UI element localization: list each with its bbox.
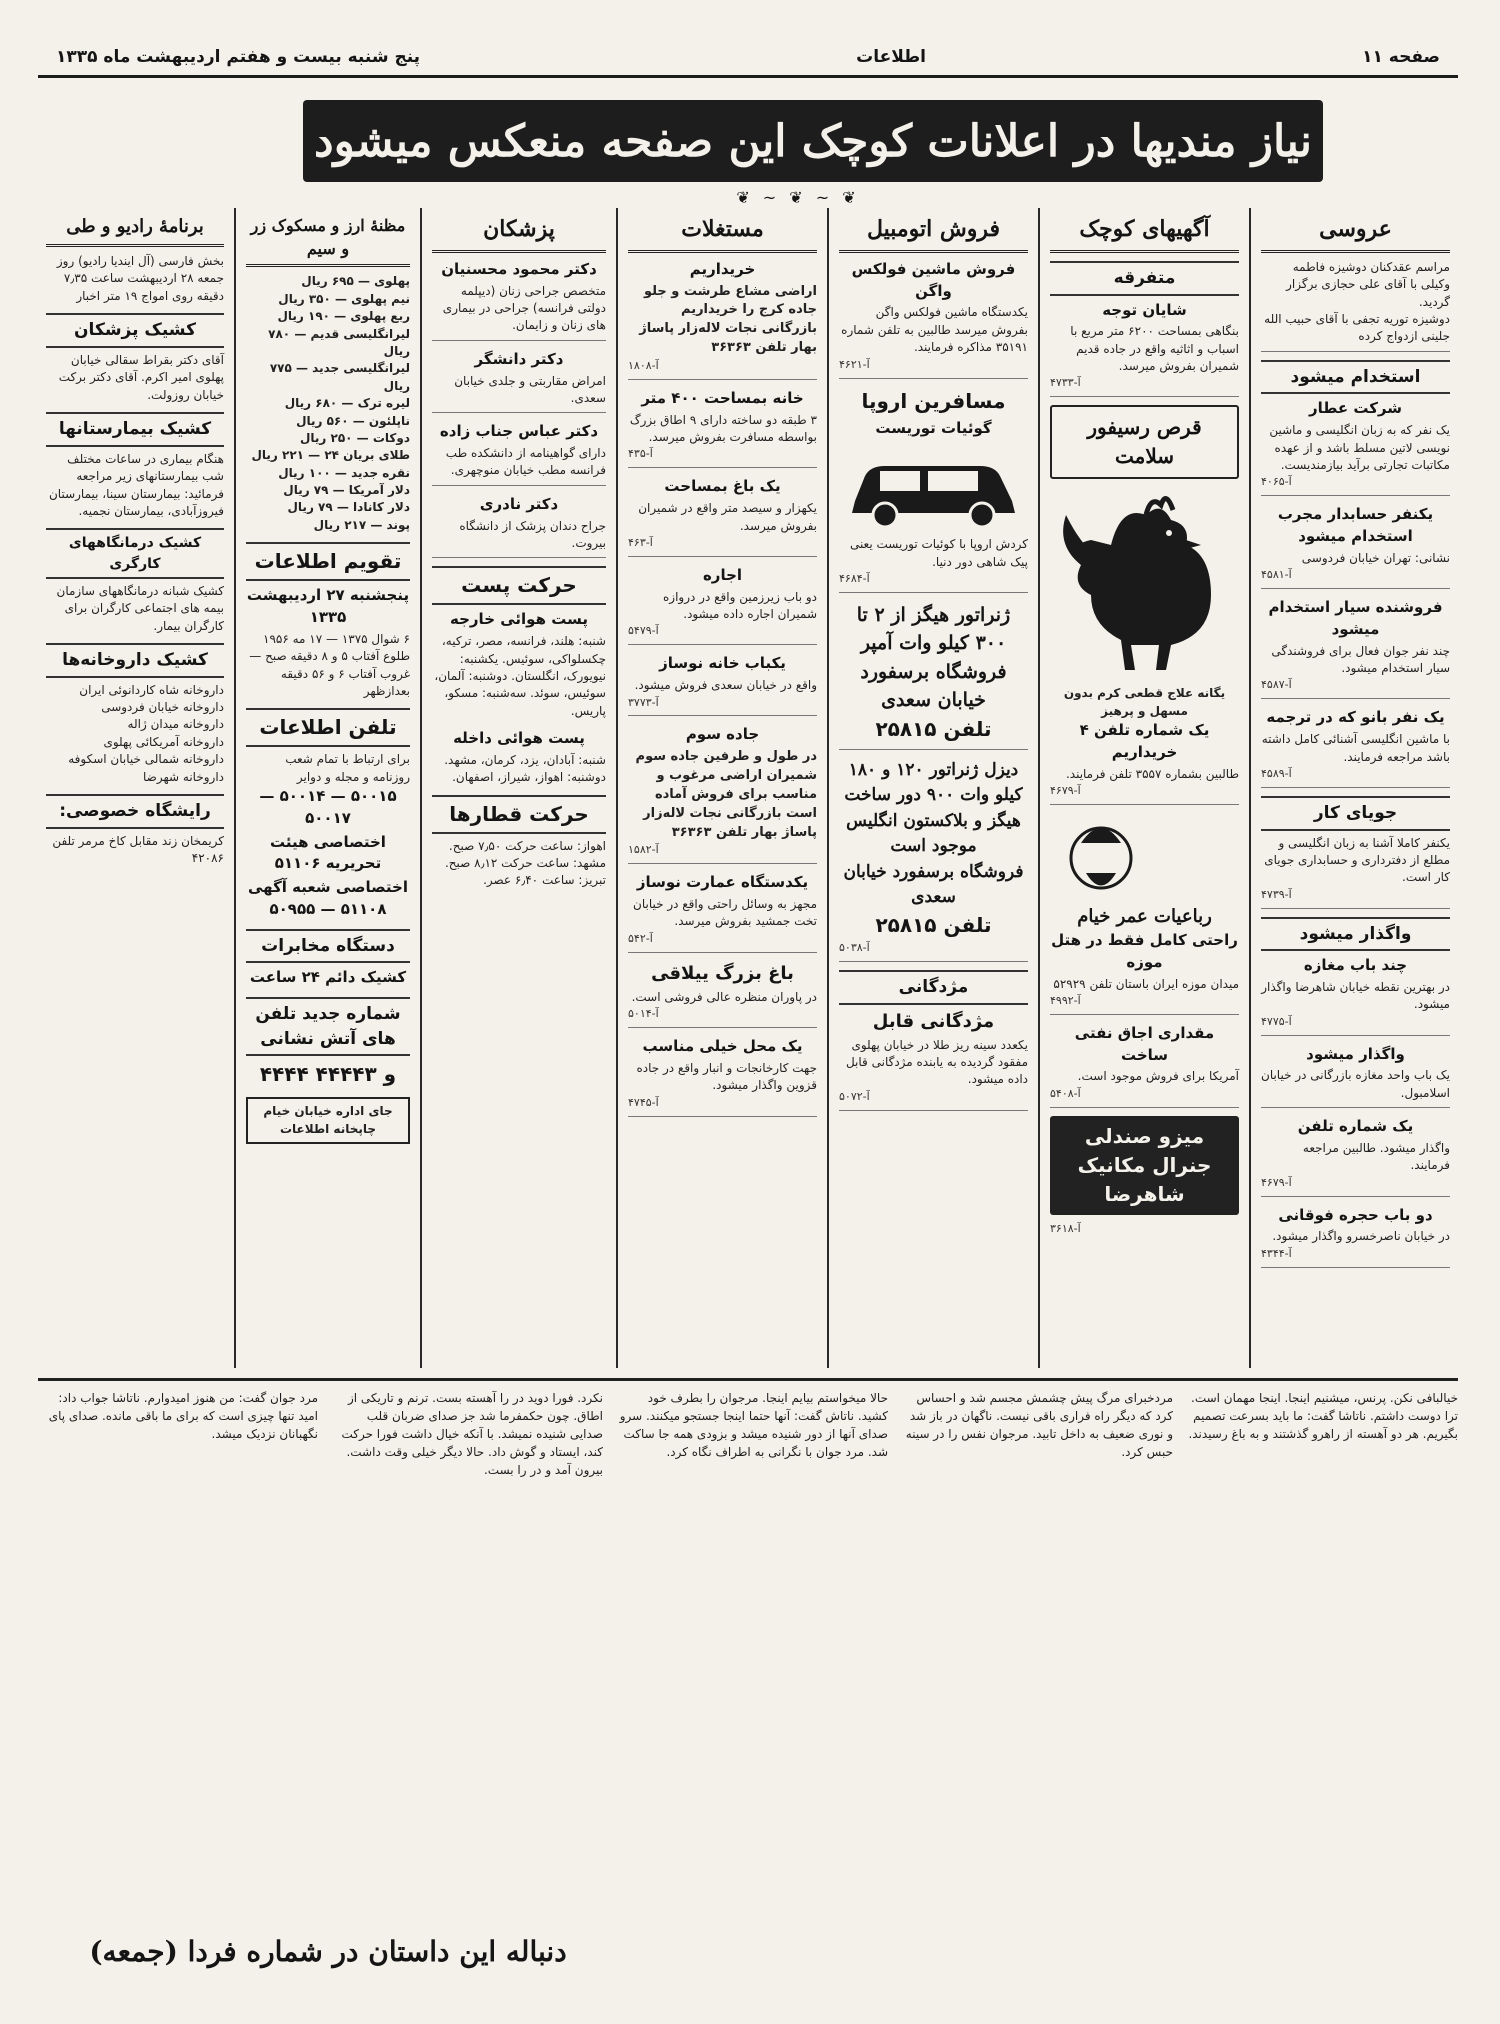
classifieds-banner: نیاز مندیها در اعلانات کوچک این صفحه منعکس میشود bbox=[303, 100, 1323, 182]
column-rule bbox=[420, 208, 422, 1368]
classified-ad: یک باغ بمساحت یکهزار و سیصد متر واقع در شمیران بفروش میرسد. آ-۴۶۳ bbox=[628, 476, 817, 556]
currency-rate-row: دلار کانادا — ۷۹ ریال bbox=[287, 500, 410, 515]
section-title-telecom: دستگاه مخابرات bbox=[246, 929, 410, 964]
column-weddings-jobs bbox=[1253, 208, 1458, 1368]
post-domestic-title: پست هوائی داخله bbox=[453, 729, 585, 748]
classified-ad: جاده سوم در طول و طرفین جاده سوم شمیران اراضی مرغوب و مناسب برای فروش آماده است بازرگانی نجات لاله‌زار پاساژ بهار تلفن ۳۶۳۶۳ آ-۱۵۸۲ bbox=[628, 724, 817, 864]
column-currency bbox=[238, 208, 418, 1368]
classified-ad: یکنفر حسابدار مجرب استخدام میشود نشانی: تهران خیابان فردوسی آ-۴۵۸۱ bbox=[1261, 504, 1450, 589]
wedding-notice: دوشیزه توریه تجفی با آقای حبیب الله جلینی ازدواج کرده bbox=[1264, 312, 1450, 344]
currency-rate-row: نقره جدید — ۱۰۰ ریال bbox=[278, 465, 410, 480]
generator-ad: ژنراتور هیگز از ۲ تا ۳۰۰ کیلو وات آمپر فروشگاه برسفورد خیابان سعدی تلفن ۲۵۸۱۵ bbox=[839, 601, 1028, 750]
classified-ad: یکباب خانه نوساز واقع در خیابان سعدی فروش میشود. آ-۳۷۷۳ bbox=[628, 653, 817, 716]
pharmacy-row: داروخانه شاه کاردانوئی ایران bbox=[79, 682, 224, 697]
khayyam-ad-title: رباعیات عمر خیام bbox=[1077, 906, 1212, 927]
column-small-ads bbox=[1042, 208, 1247, 1368]
doctor-listing: دکتر محمود محسنیان متخصص جراحی زنان (دیپلمه دولتی فرانسه) جراحی در بیماری های زنان و زایمان. bbox=[432, 259, 606, 341]
currency-rate-row: طلای بریان ۲۴ — ۲۲۱ ریال bbox=[251, 448, 410, 463]
section-title-pharmacies: کشیک داروخانه‌ها bbox=[46, 643, 224, 678]
story-column: نکرد. فورا دوید در را آهسته بست. ترنم و تاریکی از اطاق. چون حکمفرما شد جز صدای ضربان قلب صدایی شنیده نمیشد. با آنکه خیال داشت فورا حرکت کند، ایستاد و گوش داد. حالا دیگر خیلی وقت داشت. بیرون آمد و در را بست. bbox=[341, 1391, 603, 1477]
column-physicians bbox=[424, 208, 614, 1368]
column-services bbox=[38, 208, 232, 1368]
car-icon bbox=[840, 441, 1028, 536]
section-title-hiring: استخدام میشود bbox=[1261, 360, 1450, 395]
column-rule bbox=[1038, 208, 1040, 1368]
train-schedule: اهواز: ساعت حرکت ۷٫۵۰ صبح. مشهد: ساعت حرکت ۸٫۱۲ صبح. تبریز: ساعت ۶٫۴۰ عصر. bbox=[444, 838, 606, 888]
currency-rate-row: ناپلئون — ۵۶۰ ریال bbox=[296, 413, 410, 428]
currency-rate-row: دلار آمریکا — ۷۹ ریال bbox=[283, 483, 410, 498]
classified-ad: یک نفر بانو که در ترجمه با ماشین انگلیسی آشنائی کامل داشته باشد مراجعه فرمایند. آ-۴۵۸۹ bbox=[1261, 707, 1450, 787]
classified-ad: باغ بزرگ ییلاقی در پاوران منظره عالی فروشی است. آ-۵۰۱۴ bbox=[628, 961, 817, 1028]
khayyam-portrait-icon bbox=[1051, 813, 1239, 903]
classifieds-columns bbox=[38, 208, 1458, 1368]
classified-ad: شایان توجه بنگاهی بمساحت ۶۲۰۰ متر مربع با اسباب و اثاثیه واقع در جاده قدیم شمیران بفروش میرسد. آ-۴۷۳۳ bbox=[1050, 300, 1239, 398]
section-title-physicians: پزشکان bbox=[432, 214, 606, 253]
currency-rate-row: نیم پهلوی — ۳۵۰ ریال bbox=[278, 291, 410, 306]
doctor-listing: دکتر دانشگر امراض مقاربتی و جلدی خیابان سعدی. bbox=[432, 349, 606, 414]
issue-date: پنج شنبه بیست و هفتم اردیبهشت ماه ۱۳۳۵ bbox=[56, 46, 421, 67]
section-title-job-seekers: جویای کار bbox=[1261, 796, 1450, 831]
section-title-currency: مظنهٔ ارز و مسکوک زر و سیم bbox=[246, 214, 410, 267]
pharmacy-row: داروخانه میدان ژاله bbox=[127, 717, 224, 732]
page-header bbox=[38, 38, 1458, 78]
classified-ad: مقداری اجاق نفتی ساخت آمریکا برای فروش موجود است. آ-۵۴۰۸ bbox=[1050, 1023, 1239, 1108]
section-title-phones: تلفن اطلاعات bbox=[246, 708, 410, 747]
classified-ad: مسافرین اروپا گوئیات توریست کردش اروپا با کوئیات توریست یعنی پیک شاهی دور دنیا. آ-۴۶۸۴ bbox=[839, 387, 1028, 593]
classified-ad: فروش ماشین فولکس واگن یکدستگاه ماشین فولکس واگن بفروش میرسد طالبین به تلفن شماره ۳۵۱۹۱ مذاکره فرمایند. آ-۴۶۲۱ bbox=[839, 259, 1028, 379]
rooster-icon bbox=[1051, 485, 1239, 685]
classified-ad: دو باب حجره فوقانی در خیابان ناصرخسرو واگذار میشود. آ-۴۳۴۴ bbox=[1261, 1205, 1450, 1268]
section-title-reward: مژدگانی bbox=[839, 970, 1028, 1005]
telecom-note: کشیک دائم ۲۴ ساعت bbox=[249, 968, 407, 987]
section-title-car-sales: فروش اتومبیل bbox=[839, 214, 1028, 253]
currency-rate-row: پوند — ۲۱۷ ریال bbox=[313, 517, 410, 532]
currency-rate-row: دوکات — ۲۵۰ ریال bbox=[299, 430, 410, 445]
classified-ad: اجاره دو باب زیرزمین واقع در دروازه شمیران اجاره داده میشود. آ-۵۴۷۹ bbox=[628, 565, 817, 645]
column-rule bbox=[616, 208, 618, 1368]
classified-ad: مژدگانی قابل یکعدد سینه ریز طلا در خیابان پهلوی مفقود گردیده به یابنده مژدگانی قابل داده میشود. آ-۵۰۷۲ bbox=[839, 1009, 1028, 1111]
currency-rate-row: پهلوی — ۶۹۵ ریال bbox=[301, 274, 410, 289]
pharmacy-row: داروخانه خیابان فردوسی bbox=[101, 700, 224, 715]
classified-ad: واگذار میشود یک باب واحد مغازه بازرگانی در خیابان اسلامبول. bbox=[1261, 1044, 1450, 1109]
column-car-sales bbox=[831, 208, 1036, 1368]
pharmacy-row: داروخانه شمالی خیابان اسکوفه bbox=[68, 752, 224, 767]
classified-ad: یکدستگاه عمارت نوساز مجهز به وسائل راحتی واقع در خیابان تخت جمشید بفروش میرسد. آ-۵۴۲ bbox=[628, 872, 817, 952]
story-continuation-note: دنباله این داستان در شماره فردا (جمعه) bbox=[89, 1935, 567, 1968]
phone-ads: اختصاصی شعبه آگهی ۵۱۱۰۸ — ۵۰۹۵۵ bbox=[248, 878, 408, 918]
section-title-weddings: عروسی bbox=[1261, 214, 1450, 253]
section-title-trains: حرکت قطارها bbox=[432, 795, 606, 834]
column-rule bbox=[827, 208, 829, 1368]
classified-ad: فروشنده سیار استخدام میشود چند نفر جوان فعال برای فروشندگی سیار استخدام میشود. آ-۴۵۸۷ bbox=[1261, 597, 1450, 699]
paper-name: اطلاعات bbox=[856, 46, 926, 67]
pharmacy-list bbox=[46, 682, 224, 786]
currency-rate-row: ربع پهلوی — ۱۹۰ ریال bbox=[277, 309, 410, 324]
page-number: صفحه ۱۱ bbox=[1362, 46, 1440, 67]
general-mechanic-ad: میزو صندلی جنرال مکانیک شاهرضا bbox=[1050, 1116, 1239, 1215]
labor-clinics: کشیک شبانه درمانگاههای سازمان بیمه های اجتماعی کارگران برای کارگران بیمار. bbox=[56, 583, 224, 633]
classified-ad: یک شماره تلفن واگذار میشود. طالبین مراجعه فرمایند. آ-۴۶۷۹ bbox=[1261, 1116, 1450, 1196]
doctor-listing: دکتر نادری جراح دندان پزشک از دانشگاه بیروت. bbox=[432, 494, 606, 559]
phone-editorial: اختصاصی هیئت تحریریه ۵۱۱۰۶ bbox=[270, 832, 386, 873]
post-foreign-schedule: شنبه: هلند، فرانسه، مصر، ترکیه، چکسلواکی، سوئیس. یکشنبه: نیویورک، انگلستان. دوشنبه: آلمان، سوئیس، سوئد. سه‌شنبه: مسکو، پاریس. bbox=[434, 634, 606, 718]
section-title-post: حرکت پست bbox=[432, 566, 606, 605]
wedding-notice: مراسم عقدکنان دوشیزه فاطمه وکیلی با آقای علی حجازی برگزار گردید. bbox=[1286, 259, 1450, 309]
section-title-small-ads: آگهیهای کوچک bbox=[1050, 214, 1239, 253]
section-title-hospitals: کشیک بیمارستانها bbox=[46, 412, 224, 447]
doctors-on-call: آقای دکتر بقراط سقالی خیابان پهلوی امیر اکرم. آقای دکتر برکت خیابان روزولت. bbox=[58, 352, 224, 402]
currency-rate-row: لیرانگلیسی جدید — ۷۷۵ ریال bbox=[269, 361, 410, 393]
currency-rate-row: لیره ترک — ۶۸۰ ریال bbox=[284, 396, 410, 411]
pill-ad-title: قرص رسیفور سلامت bbox=[1050, 405, 1239, 479]
post-foreign-title: پست هوائی خارجه bbox=[450, 610, 588, 629]
serial-story bbox=[38, 1378, 1458, 1978]
section-title-real-estate: مستغلات bbox=[628, 214, 817, 253]
section-title-fire: شماره جدید تلفن های آتش نشانی bbox=[246, 997, 410, 1056]
column-rule bbox=[234, 208, 236, 1368]
classified-ad: یکنفر کاملا آشنا به زبان انگلیسی و مطلع از دفترداری و حسابداری جویای کار است. آ-۴۷۳۹ bbox=[1261, 835, 1450, 909]
diesel-generator-ad: دیزل ژنراتور ۱۲۰ و ۱۸۰ کیلو وات ۹۰۰ دور ساخت هیگز و بلاکستون انگلیس موجود است فروشگاه برسفورد خیابان سعدی تلفن ۲۵۸۱۵ آ-۵۰۳۸ bbox=[839, 758, 1028, 962]
currency-rate-list bbox=[246, 273, 410, 534]
private-clinic: کریمخان زند مقابل کاخ مرمر تلفن ۴۲۰۸۶ bbox=[52, 833, 224, 866]
pharmacy-row: داروخانه شهرضا bbox=[143, 769, 224, 784]
classified-ad: چند باب مغازه در بهترین نقطه خیابان شاهرضا واگذار میشود. آ-۴۷۷۵ bbox=[1261, 955, 1450, 1035]
phone-numbers: ۵۰۰۱۵ — ۵۰۰۱۴ — ۵۰۰۱۷ bbox=[259, 787, 397, 827]
doctor-listing: دکتر عباس جناب زاده دارای گواهینامه از دانشکده طب فرانسه مطب خیابان منوچهری. bbox=[432, 421, 606, 486]
currency-rate-row: لیرانگلیسی قدیم — ۷۸۰ ریال bbox=[268, 326, 410, 358]
phone-info: برای ارتباط با تمام شعب روزنامه و مجله و دوایر bbox=[285, 752, 410, 784]
radio-schedule: بخش فارسی (آل ایندیا رادیو) روز جمعه ۲۸ اردیبهشت ساعت ۷٫۳۵ دقیقه روی امواج ۱۹ متر اخبار bbox=[56, 254, 224, 303]
classified-ad: خانه بمساحت ۴۰۰ متر ۳ طبقه دو ساخته دارای ۹ اطاق بزرگ بواسطه مسافرت بفروش میرسد. آ-۴۳۵ bbox=[628, 388, 817, 468]
classified-ad: شرکت عطار یک نفر که به زبان انگلیسی و ماشین نویسی لاتین مسلط باشد و از عهده مکاتبات تجارتی برآید بیازمندیست. آ-۴۰۶۵ bbox=[1261, 398, 1450, 496]
classified-ad: خریداریم اراضی مشاع طرشت و جلو جاده کرج را خریداریم بازرگانی نجات لاله‌زار پاساژ بهار تلفن ۳۶۳۶۳ آ-۱۸۰۸ bbox=[628, 259, 817, 380]
calendar-lunar: ۶ شوال ۱۳۷۵ — ۱۷ مه ۱۹۵۶ bbox=[263, 631, 410, 646]
classified-ad: یک شماره تلفن ۴ خریداریم طالبین بشماره ۳۵۵۷ تلفن فرمایند. آ-۴۶۷۹ bbox=[1050, 720, 1239, 805]
section-title-doctors-on-call: کشیک پزشکان bbox=[46, 313, 224, 348]
pill-ad-caption: یگانه علاج قطعی کرم بدون مسهل و پرهیز bbox=[1063, 686, 1226, 718]
section-title-labor-clinics: کشیک درمانگاههای کارگری bbox=[46, 528, 224, 579]
section-title-private-clinic: رایشگاه خصوصی: bbox=[46, 794, 224, 829]
section-title-transfer: واگذار میشود bbox=[1261, 917, 1450, 952]
section-title-radio: برنامهٔ رادیو و طی bbox=[46, 214, 224, 247]
column-rule bbox=[1249, 208, 1251, 1368]
story-column: خیالبافی نکن. پرنس، میشنیم اینجا. اینجا مهمان است. ترا دوست داشتم. ناتاشا گفت: ما باید بسرعت تصمیم بگیریم. هر دو آهسته از راهرو گذشتند و به باغ رسیدند. bbox=[1188, 1391, 1458, 1441]
ornament-divider: ❦ ~ ❦ ~ ❦ bbox=[736, 188, 860, 207]
classified-ad: راحتی کامل فقط در هتل موزه میدان موزه ایران باستان تلفن ۵۲۹۲۹ آ-۴۹۹۲ bbox=[1050, 930, 1239, 1015]
post-domestic-schedule: شنبه: آبادان، یزد، کرمان، مشهد. دوشنبه: اهواز، شیراز، اصفهان. bbox=[444, 752, 606, 785]
story-column: حالا میخواستم بیایم اینجا. مرجوان را بطرف خود کشید. ناتاش گفت: آنها حتما اینجا جستجو میکنند. سرو صدای آنها از دور شنیده میشد و بزودی همه جا ساکت شد. مرد جوان با نگرانی به اطراف نگاه کرد. bbox=[619, 1391, 888, 1459]
newspaper-page bbox=[38, 38, 1458, 1998]
pharmacy-row: داروخانه آمریکائی پهلوی bbox=[103, 734, 224, 749]
office-address-box: جای اداره خیابان خیام چاپخانه اطلاعات bbox=[246, 1097, 410, 1144]
classified-ad: یک محل خیلی مناسب جهت کارخانجات و انبار واقع در جاده قزوین واگذار میشود. آ-۴۷۴۵ bbox=[628, 1036, 817, 1116]
fire-numbers: ۴۴۴۴ و ۴۴۴۴۳ bbox=[259, 1062, 397, 1087]
hospitals-on-call: هنگام بیماری در ساعات مختلف شب بیمارستانهای زیر مراجعه فرمائید: بیمارستان سینا، بیمارستان فیروزآبادی، بیمارستان نجمیه. bbox=[48, 451, 224, 518]
calendar-sun: طلوع آفتاب ۵ و ۸ دقیقه صبح — غروب آفتاب ۶ و ۵۶ دقیقه بعدازظهر bbox=[249, 649, 410, 698]
column-real-estate bbox=[620, 208, 825, 1368]
section-title-misc: متفرقه bbox=[1050, 261, 1239, 296]
story-column: مردخبرای مرگ پیش چشمش مجسم شد و احساس کرد که دیگر راه فراری باقی نیست. ناگهان در باز شد و نوری ضعیف به داخل تابید. مرجوان نفس را در سینه حبس کرد. bbox=[905, 1391, 1173, 1459]
ad-code: آ-۳۶۱۸ bbox=[1050, 1221, 1081, 1235]
section-title-calendar: تقویم اطلاعات bbox=[246, 542, 410, 581]
calendar-date: پنجشنبه ۲۷ اردیبهشت ۱۳۳۵ bbox=[246, 586, 410, 626]
story-column: مرد جوان گفت: من هنوز امیدوارم. ناتاشا جواب داد: امید تنها چیزی است که برای ما باقی مانده. صدای پای نگهبانان نزدیک میشد. bbox=[48, 1391, 318, 1441]
